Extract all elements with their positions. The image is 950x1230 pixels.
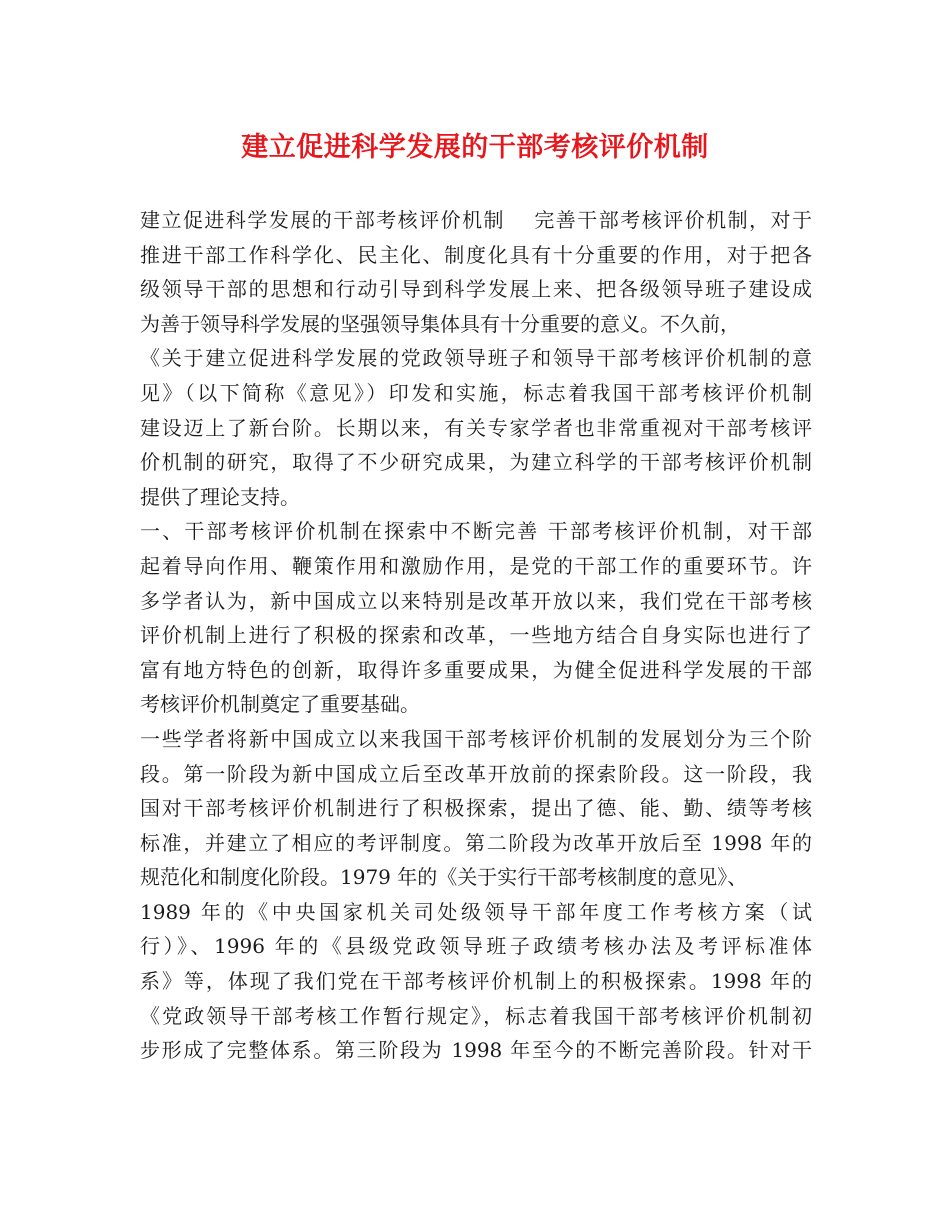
paragraph-line: 标准，并建立了相应的考评制度。第二阶段为改革开放后至 1998 年的 xyxy=(140,830,812,855)
paragraph-line: 考核评价机制奠定了重要基础。 xyxy=(140,692,420,717)
paragraph-line: 《关于建立促进科学发展的党政领导班子和领导干部考核评价机制的意 xyxy=(140,346,812,371)
paragraph-line: 《党政领导干部考核工作暂行规定》，标志着我国干部考核评价机制初 xyxy=(140,1003,812,1028)
paragraph-line: 价机制的研究，取得了不少研究成果，为建立科学的干部考核评价机制 xyxy=(140,450,812,475)
paragraph-line: 行）》、1996 年的《县级党政领导班子政绩考核办法及考评标准体 xyxy=(140,934,812,959)
paragraph-line: 国对干部考核评价机制进行了积极探索，提出了德、能、勤、绩等考核 xyxy=(140,796,812,821)
paragraph-line: 为善于领导科学发展的坚强领导集体具有十分重要的意义。不久前， xyxy=(140,311,740,336)
paragraph-line: 1989 年的《中央国家机关司处级领导干部年度工作考核方案（试 xyxy=(140,899,812,924)
paragraph-line: 规范化和制度化阶段。1979 年的《关于实行干部考核制度的意见》、 xyxy=(140,865,748,890)
paragraph-line: 起着导向作用、鞭策作用和激励作用，是党的干部工作的重要环节。许 xyxy=(140,553,812,578)
paragraph-line: 步形成了完整体系。第三阶段为 1998 年至今的不断完善阶段。针对干 xyxy=(140,1038,812,1063)
paragraph-line: 多学者认为，新中国成立以来特别是改革开放以来，我们党在干部考核 xyxy=(140,588,812,613)
paragraph-line: 推进干部工作科学化、民主化、制度化具有十分重要的作用，对于把各 xyxy=(140,242,812,267)
paragraph-line: 系》等，体现了我们党在干部考核评价机制上的积极探索。1998 年的 xyxy=(140,969,812,994)
paragraph-line: 一些学者将新中国成立以来我国干部考核评价机制的发展划分为三个阶 xyxy=(140,726,812,751)
paragraph-line: 级领导干部的思想和行动引导到科学发展上来、把各级领导班子建设成 xyxy=(140,277,812,302)
paragraph-line: 提供了理论支持。 xyxy=(140,484,300,509)
paragraph-line: 富有地方特色的创新，取得许多重要成果，为健全促进科学发展的干部 xyxy=(140,657,812,682)
paragraph-line: 建设迈上了新台阶。长期以来，有关专家学者也非常重视对干部考核评 xyxy=(140,415,812,440)
paragraph-line: 一、干部考核评价机制在探索中不断完善 干部考核评价机制，对干部 xyxy=(140,519,812,544)
paragraph-line: 段。第一阶段为新中国成立后至改革开放前的探索阶段。这一阶段，我 xyxy=(140,761,812,786)
document-body xyxy=(140,203,812,1068)
paragraph-line: 建立促进科学发展的干部考核评价机制 完善干部考核评价机制，对于 xyxy=(140,208,812,232)
paragraph-line: 评价机制上进行了积极的探索和改革，一些地方结合自身实际也进行了 xyxy=(140,623,812,648)
document-title: 建立促进科学发展的干部考核评价机制 xyxy=(241,132,709,163)
paragraph-line: 见》（以下简称《意见》）印发和实施，标志着我国干部考核评价机制 xyxy=(140,380,812,405)
